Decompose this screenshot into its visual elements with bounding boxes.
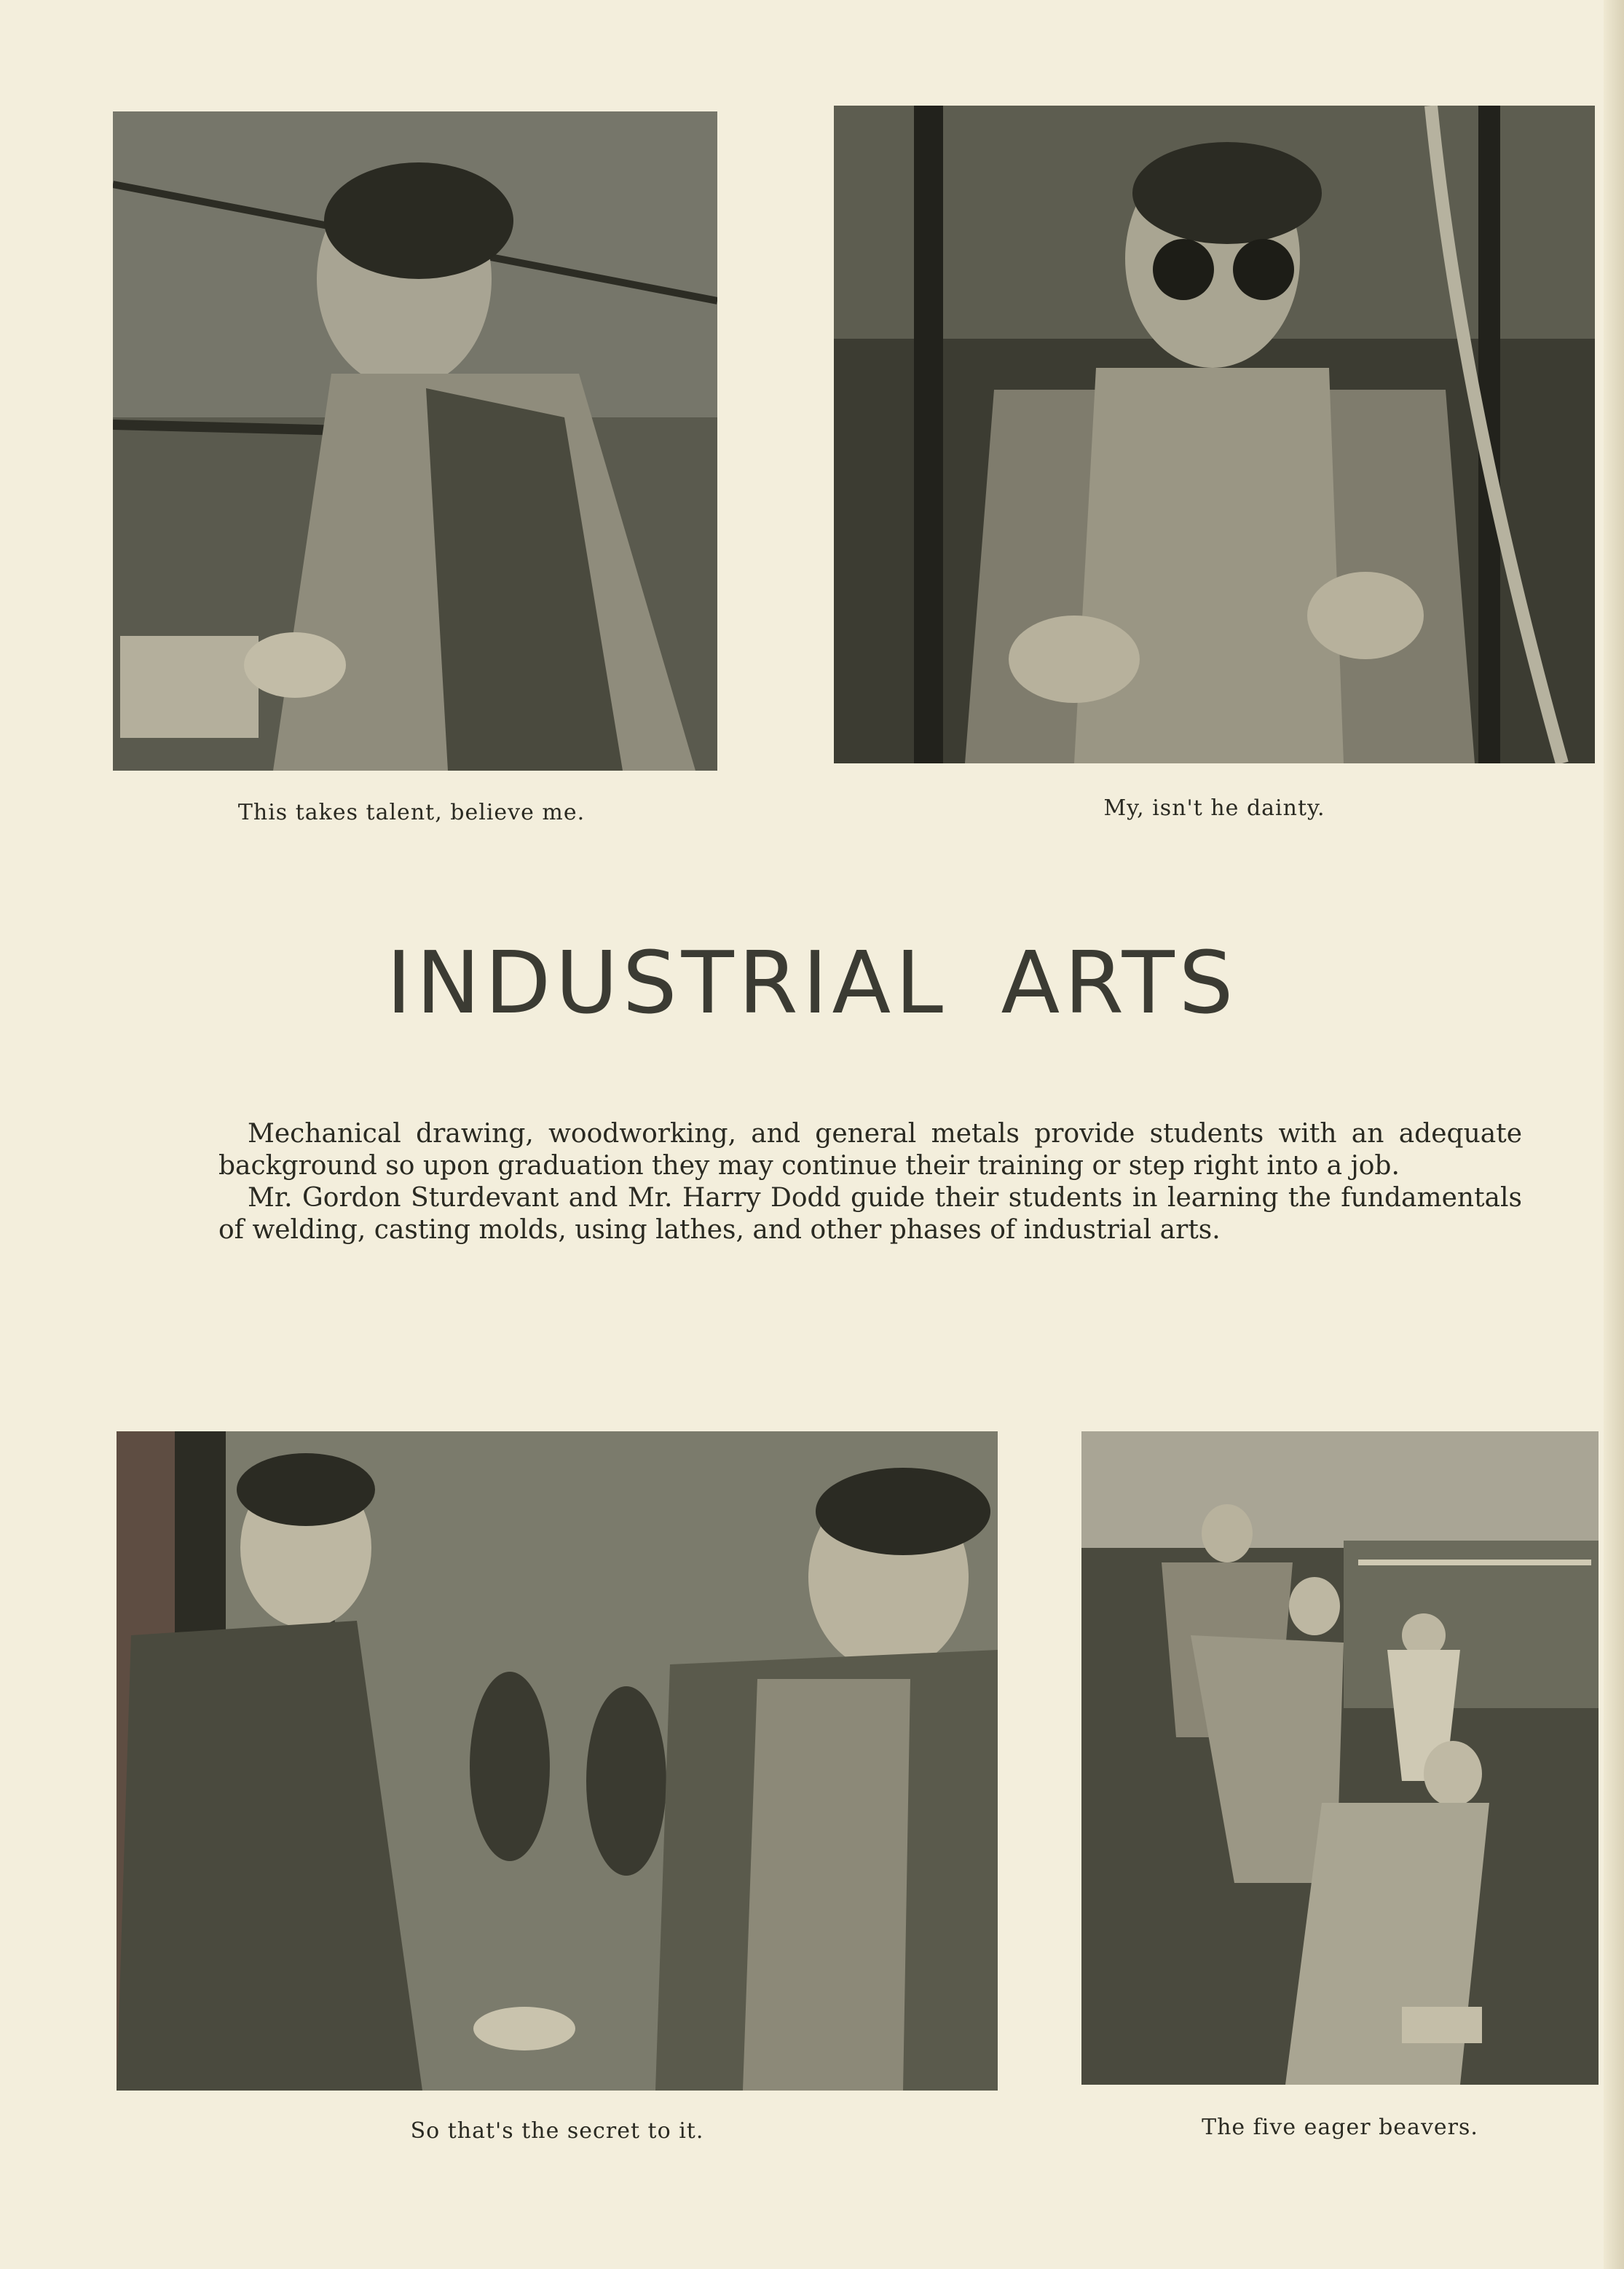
intro-paragraph-2: Mr. Gordon Sturdevant and Mr. Harry Dodd guide their students in learning the fundamentals of welding, casting molds, using lathes, and other phases of industrial arts.: [218, 1183, 1522, 1245]
intro-paragraph-1: Mechanical drawing, woodworking, and general metals provide students with an adequate background so upon graduation they may continue their training or step right into a job.: [218, 1119, 1522, 1181]
photo-five-students-workshop: [1081, 1431, 1599, 2085]
page-title: INDUSTRIAL ARTS: [386, 932, 1238, 1033]
photo-two-students-bellows: [117, 1431, 998, 2091]
page-fold-shadow: [1604, 0, 1624, 2269]
caption-top-right: My, isn't he dainty.: [1103, 795, 1325, 821]
photo-student-welding: [834, 106, 1595, 763]
caption-bottom-left: So that's the secret to it.: [410, 2118, 704, 2144]
intro-text: [218, 1118, 1522, 1246]
photo-student-at-lathe: [113, 111, 717, 771]
caption-bottom-right: The five eager beavers.: [1202, 2115, 1478, 2140]
caption-top-left: This takes talent, believe me.: [237, 800, 586, 825]
